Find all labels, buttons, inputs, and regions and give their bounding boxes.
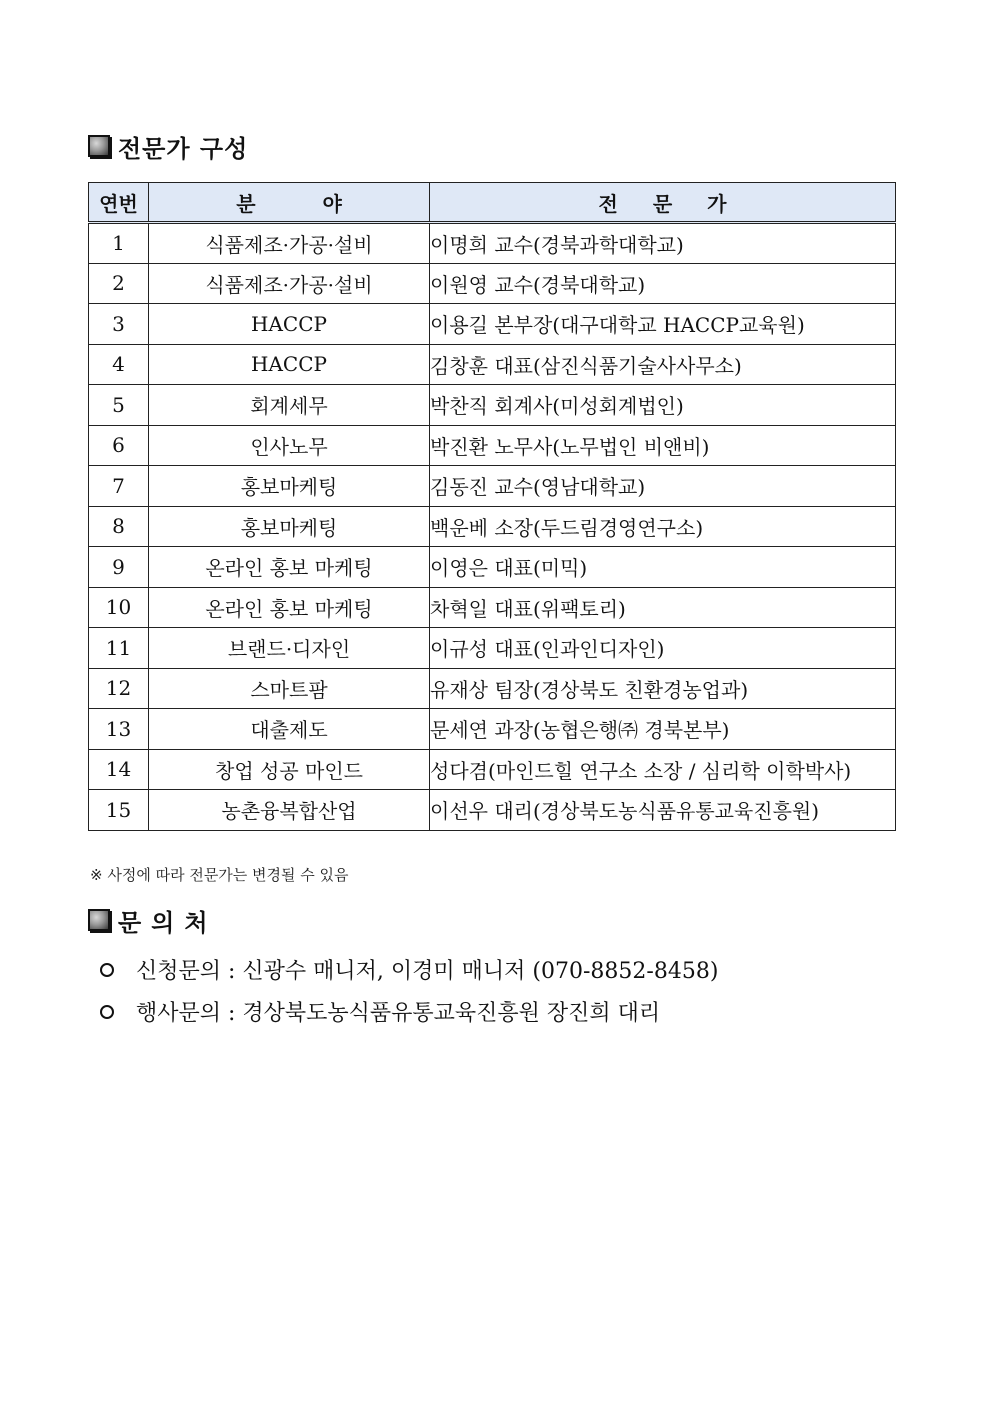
row-field: 창업 성공 마인드 (149, 749, 430, 790)
row-expert: 이영은 대표(미믹) (430, 547, 896, 588)
contact-item-text: 행사문의 : 경상북도농식품유통교육진흥원 장진희 대리 (136, 1001, 661, 1026)
row-number: 11 (89, 628, 149, 669)
square-bullet-icon (88, 909, 110, 931)
row-field: 식품제조·가공·설비 (149, 223, 430, 264)
table-row (89, 466, 896, 507)
row-field: 홍보마케팅 (149, 506, 430, 547)
row-expert: 박찬직 회계사(미성회계법인) (430, 385, 896, 426)
table-row (89, 344, 896, 385)
row-number: 13 (89, 709, 149, 750)
table-row (89, 749, 896, 790)
contact-section-title: 문의처 (118, 908, 218, 937)
row-expert: 김동진 교수(영남대학교) (430, 466, 896, 507)
table-row (89, 547, 896, 588)
row-number: 14 (89, 749, 149, 790)
row-number: 9 (89, 547, 149, 588)
table-row (89, 628, 896, 669)
change-notice: ※ 사정에 따라 전문가는 변경될 수 있음 (90, 866, 349, 884)
table-row (89, 506, 896, 547)
row-expert: 이명희 교수(경북과학대학교) (430, 223, 896, 264)
row-expert: 이규성 대표(인과인디자인) (430, 628, 896, 669)
experts-section-heading (88, 130, 248, 162)
row-number: 5 (89, 385, 149, 426)
contact-item-event (100, 996, 660, 1027)
header-expert: 전 문 가 (430, 183, 896, 223)
row-expert: 유재상 팀장(경상북도 친환경농업과) (430, 668, 896, 709)
experts-table (88, 182, 896, 831)
contact-item-application (100, 954, 718, 985)
table-header-row (89, 183, 896, 223)
table-row (89, 425, 896, 466)
row-number: 7 (89, 466, 149, 507)
row-field: 인사노무 (149, 425, 430, 466)
row-expert: 성다겸(마인드힐 연구소 소장 / 심리학 이학박사) (430, 749, 896, 790)
table-row (89, 709, 896, 750)
row-expert: 김창훈 대표(삼진식품기술사사무소) (430, 344, 896, 385)
row-number: 12 (89, 668, 149, 709)
row-field: 농촌융복합산업 (149, 790, 430, 831)
circle-bullet-icon (100, 1005, 114, 1019)
row-number: 6 (89, 425, 149, 466)
row-field: 홍보마케팅 (149, 466, 430, 507)
header-number: 연번 (89, 183, 149, 223)
row-expert: 차혁일 대표(위팩토리) (430, 587, 896, 628)
header-field: 분 야 (149, 183, 430, 223)
row-expert: 문세연 과장(농협은행㈜ 경북본부) (430, 709, 896, 750)
table-row (89, 385, 896, 426)
table-row (89, 223, 896, 264)
row-expert: 이원영 교수(경북대학교) (430, 263, 896, 304)
row-expert: 백운베 소장(두드림경영연구소) (430, 506, 896, 547)
row-field: 회계세무 (149, 385, 430, 426)
contact-item-text: 신청문의 : 신광수 매니저, 이경미 매니저 (070-8852-8458) (136, 959, 719, 984)
row-number: 1 (89, 223, 149, 264)
table-row (89, 587, 896, 628)
table-row (89, 668, 896, 709)
experts-section-title: 전문가 구성 (118, 134, 249, 163)
table-row (89, 304, 896, 345)
row-number: 3 (89, 304, 149, 345)
row-number: 8 (89, 506, 149, 547)
row-field: HACCP (149, 304, 430, 345)
table-row (89, 790, 896, 831)
row-number: 15 (89, 790, 149, 831)
row-field: 온라인 홍보 마케팅 (149, 587, 430, 628)
row-field: 브랜드·디자인 (149, 628, 430, 669)
circle-bullet-icon (100, 963, 114, 977)
row-number: 4 (89, 344, 149, 385)
row-number: 2 (89, 263, 149, 304)
row-field: HACCP (149, 344, 430, 385)
row-field: 대출제도 (149, 709, 430, 750)
row-field: 스마트팜 (149, 668, 430, 709)
row-expert: 박진환 노무사(노무법인 비앤비) (430, 425, 896, 466)
row-field: 식품제조·가공·설비 (149, 263, 430, 304)
row-expert: 이용길 본부장(대구대학교 HACCP교육원) (430, 304, 896, 345)
table-row (89, 263, 896, 304)
contact-section-heading (88, 904, 218, 936)
row-number: 10 (89, 587, 149, 628)
row-field: 온라인 홍보 마케팅 (149, 547, 430, 588)
square-bullet-icon (88, 135, 110, 157)
row-expert: 이선우 대리(경상북도농식품유통교육진흥원) (430, 790, 896, 831)
